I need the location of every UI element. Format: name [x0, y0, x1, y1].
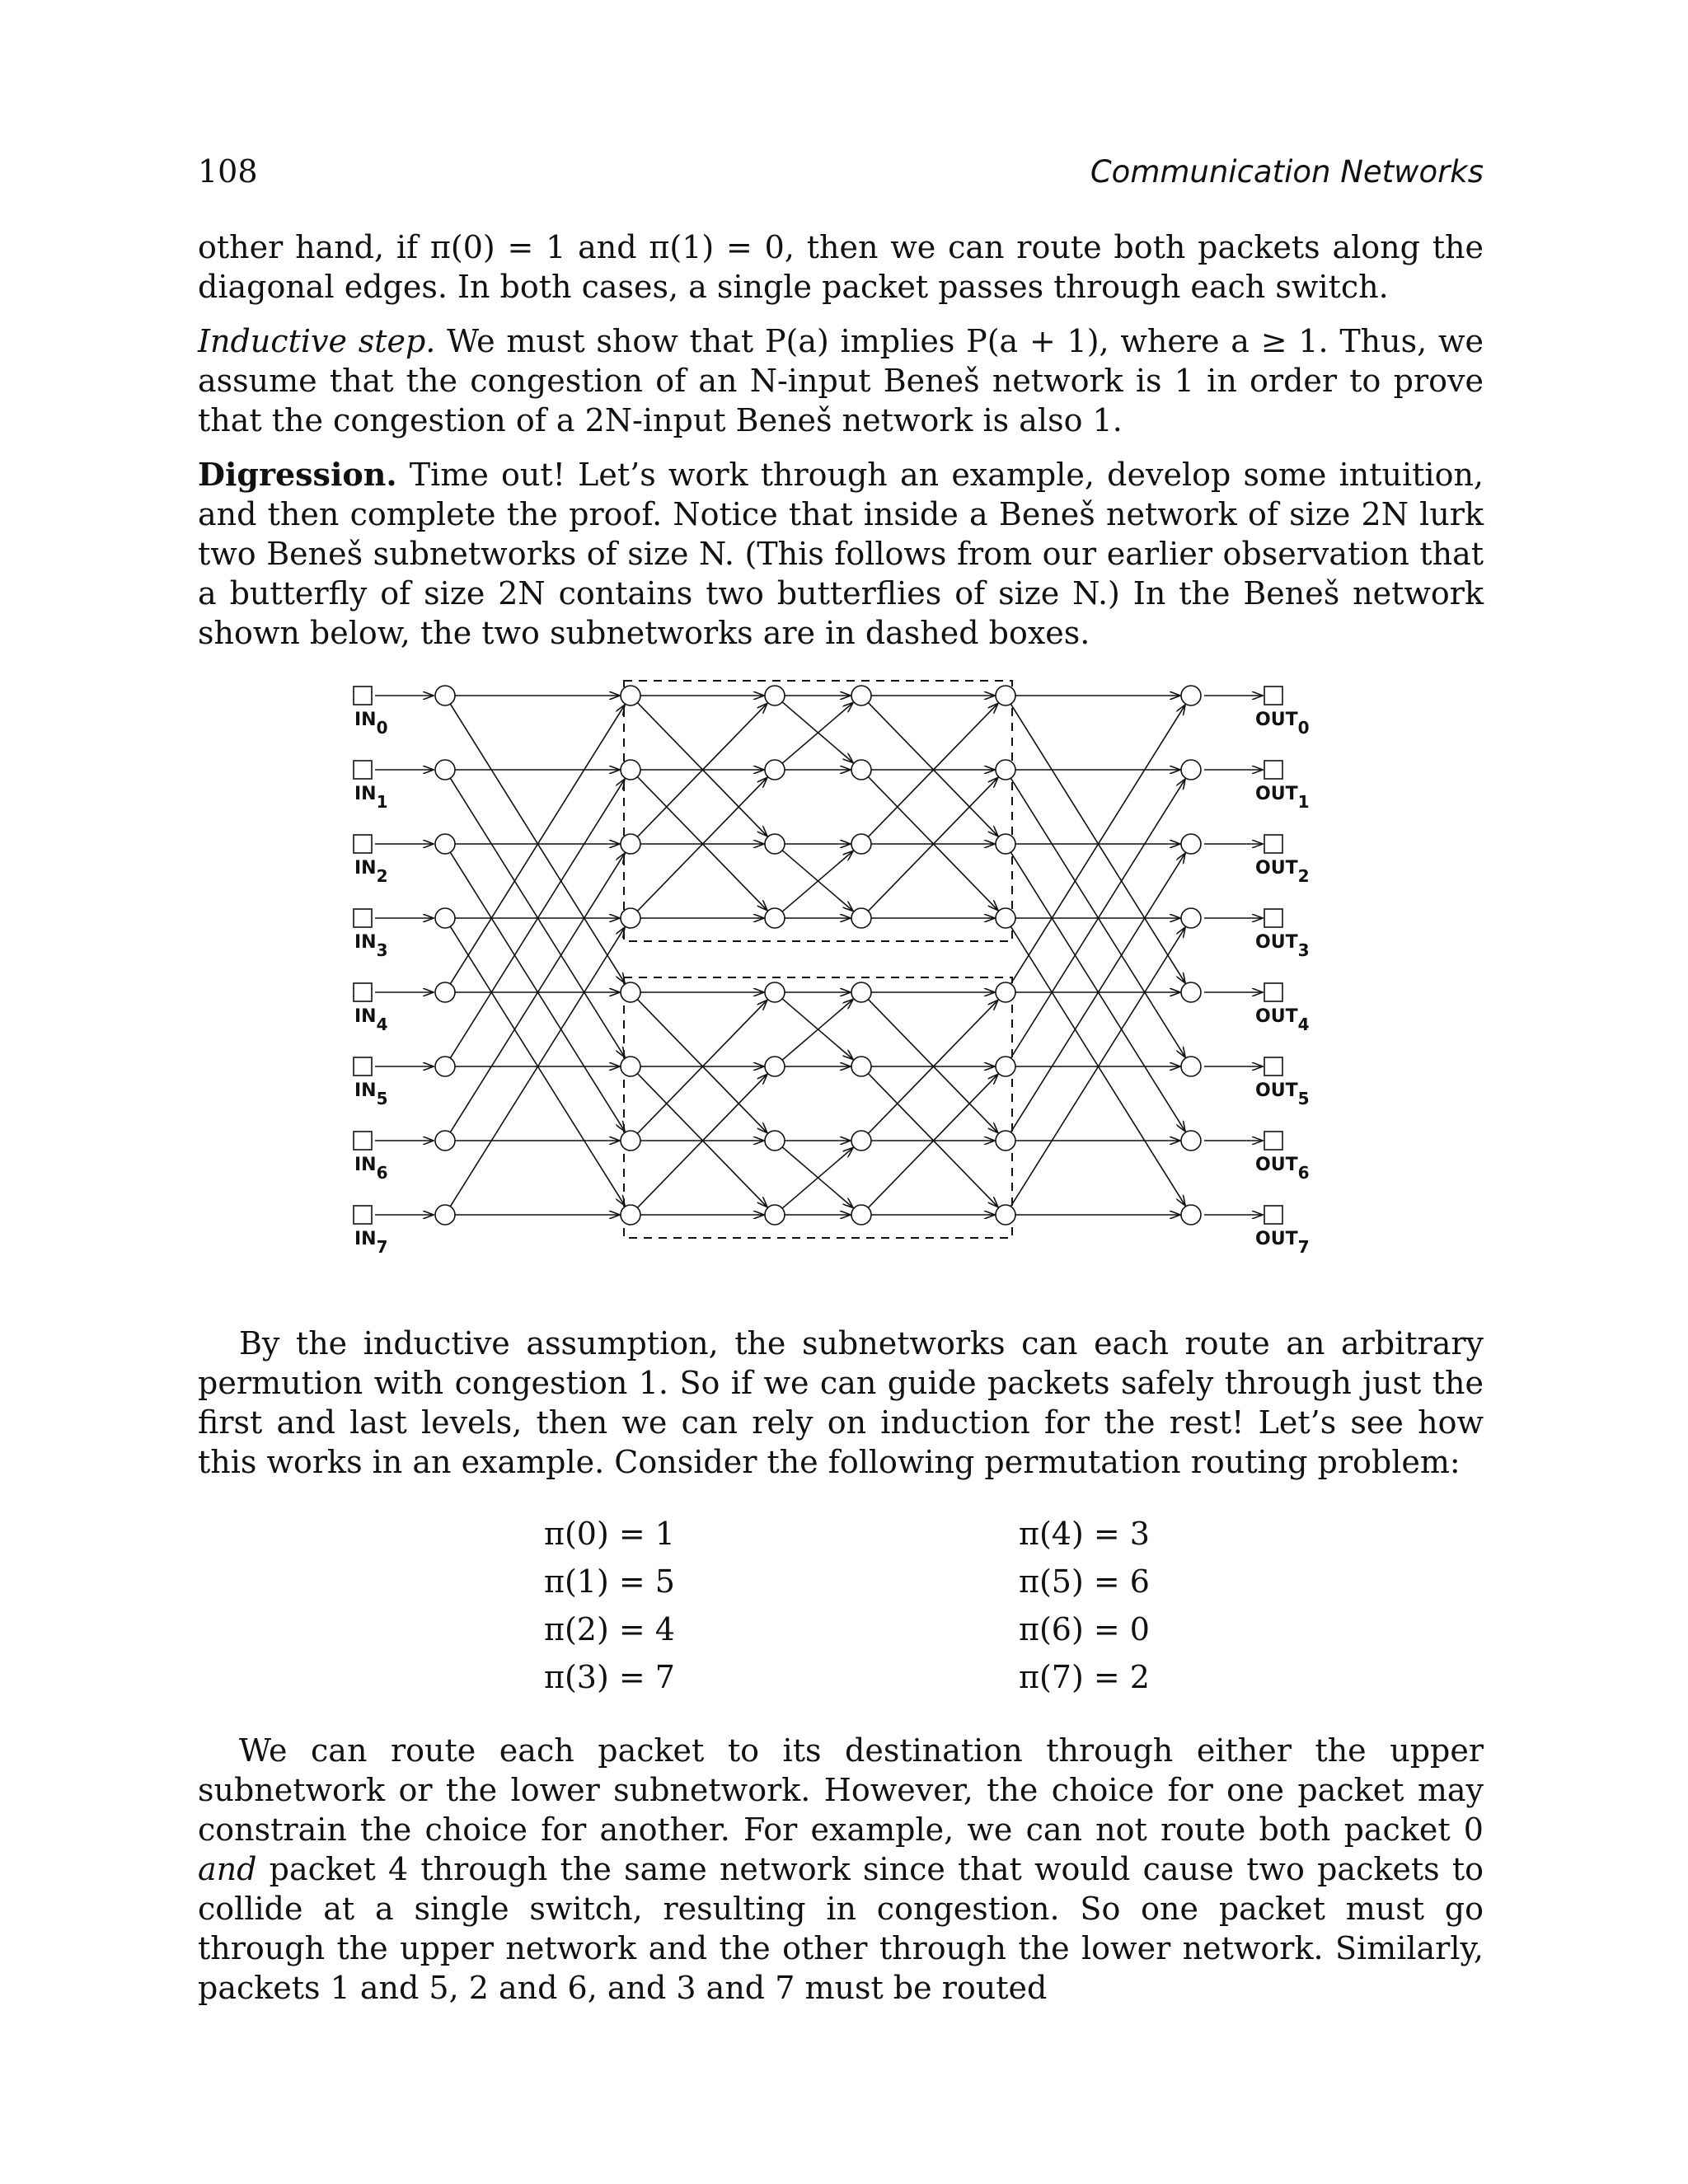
input-label: IN2 [354, 858, 388, 886]
switch-node [765, 1205, 785, 1225]
output-terminal [1264, 1132, 1282, 1150]
switch-node [435, 760, 455, 780]
switch-node [996, 982, 1015, 1002]
switch-node [996, 686, 1015, 705]
output-label: OUT5 [1255, 1080, 1310, 1108]
text-block-bottom [198, 1731, 1484, 2022]
switch-node [765, 760, 785, 780]
input-terminal [354, 1132, 372, 1150]
output-label-subscript: 7 [1297, 1237, 1310, 1257]
switch-node [1181, 760, 1201, 780]
switch-node [765, 1057, 785, 1076]
output-label: OUT1 [1255, 784, 1310, 812]
output-label-subscript: 4 [1297, 1015, 1310, 1034]
switch-node [765, 908, 785, 928]
digression-lead: Digression. [198, 456, 397, 493]
upper-subnetwork-box [624, 681, 1012, 941]
input-terminal [354, 761, 372, 779]
permutation-entry: π(0) = 1 [544, 1516, 675, 1552]
permutation-entry: π(7) = 2 [1019, 1659, 1150, 1695]
input-label: IN4 [354, 1006, 388, 1034]
benes-network-diagram [346, 674, 1360, 1284]
switch-node [1181, 982, 1201, 1002]
routing-text-b: packet 4 through the same network since that would cause two packets to collide at a single switch, resulting in congestion. So one packet must go through the upper network and the other through the lower network. Similarly, packets 1 and 5, 2 and 6, and 3 and 7 must be routed [198, 1851, 1484, 2006]
benes-network-figure [346, 674, 1360, 1284]
input-label-subscript: 3 [376, 940, 388, 960]
input-terminal [354, 1057, 372, 1076]
input-terminal [354, 835, 372, 853]
permutation-entry: π(4) = 3 [1019, 1516, 1150, 1552]
switch-node [765, 834, 785, 854]
switch-node [851, 760, 871, 780]
switch-node [435, 686, 455, 705]
switch-node [851, 686, 871, 705]
input-label-subscript: 2 [376, 866, 388, 886]
switch-node [765, 686, 785, 705]
switch-node [435, 1131, 455, 1151]
input-terminal [354, 983, 372, 1001]
inductive-step-lead: Inductive step. [198, 323, 436, 359]
switch-node [996, 834, 1015, 854]
switch-node [435, 1205, 455, 1225]
input-terminal [354, 909, 372, 927]
paragraph-inductive-assumption: By the inductive assumption, the subnetworks can each route an arbitrary permution with congestion 1. So if we can guide packets safely through just the first and last levels, then we can rely on induction for the rest! Let’s see how this works in an example. Consider the following permutation routing problem: [198, 1325, 1484, 1480]
output-terminal [1264, 1206, 1282, 1224]
output-label-subscript: 1 [1297, 792, 1310, 812]
switch-node [851, 908, 871, 928]
permutation-entry: π(6) = 0 [1019, 1611, 1150, 1647]
switch-node [1181, 908, 1201, 928]
paragraph-continuation: other hand, if π(0) = 1 and π(1) = 0, then we can route both packets along the diagonal edges. In both cases, a single packet passes through each switch. [198, 229, 1484, 305]
output-terminal [1264, 983, 1282, 1001]
output-label: OUT0 [1255, 710, 1310, 738]
switch-node [621, 760, 640, 780]
paragraph-inductive-step [198, 321, 1484, 440]
permutation-left-column [544, 1510, 725, 1701]
input-label-subscript: 4 [376, 1015, 388, 1034]
input-label: IN5 [354, 1080, 388, 1108]
input-label: IN3 [354, 932, 388, 960]
output-label: OUT4 [1255, 1006, 1310, 1034]
permutation-entry: π(5) = 6 [1019, 1563, 1150, 1600]
output-terminal [1264, 909, 1282, 927]
output-label: OUT3 [1255, 932, 1310, 960]
switch-node [996, 1205, 1015, 1225]
switch-node [851, 1057, 871, 1076]
output-label: OUT7 [1255, 1229, 1310, 1257]
input-label: IN1 [354, 784, 388, 812]
output-label-subscript: 6 [1297, 1163, 1310, 1183]
switch-node [621, 1205, 640, 1225]
input-terminal [354, 687, 372, 705]
paragraph-digression [198, 455, 1484, 653]
switch-node [996, 760, 1015, 780]
permutation-right-column [1019, 1510, 1200, 1701]
output-label: OUT2 [1255, 858, 1310, 886]
text-block-middle [198, 1324, 1484, 1497]
input-label: IN7 [354, 1229, 388, 1257]
lower-subnetwork-box [624, 977, 1012, 1238]
switch-node [851, 982, 871, 1002]
switch-node [621, 834, 640, 854]
chapter-title: Communication Networks [1090, 154, 1484, 190]
input-terminal [354, 1206, 372, 1224]
output-terminal [1264, 687, 1282, 705]
switch-node [996, 908, 1015, 928]
switch-node [435, 834, 455, 854]
switch-node [621, 1057, 640, 1076]
switch-node [1181, 834, 1201, 854]
switch-node [1181, 1205, 1201, 1225]
input-label-subscript: 0 [376, 718, 388, 738]
switch-node [435, 982, 455, 1002]
switch-node [996, 1131, 1015, 1151]
switch-node [1181, 1131, 1201, 1151]
running-header [198, 153, 1484, 199]
permutation-entry: π(1) = 5 [544, 1563, 675, 1600]
switch-node [765, 982, 785, 1002]
switch-node [851, 1131, 871, 1151]
switch-node [621, 1131, 640, 1151]
switch-node [996, 1057, 1015, 1076]
switch-node [851, 834, 871, 854]
routing-emphasis: and [198, 1851, 257, 1887]
switch-node [1181, 1057, 1201, 1076]
digression-text: Time out! Let’s work through an example, develop some intuition, and then complete the proof. Notice that inside a Beneš network of size 2N lurk two Beneš subnetworks of size N. (This follows from our earlier observation that a butterfly of size 2N contains two butterflies of size N.) In the Beneš network shown below, the two subnetworks are in dashed boxes. [198, 457, 1484, 651]
switch-node [851, 1205, 871, 1225]
network-edges [375, 696, 1263, 1215]
input-label-subscript: 7 [376, 1237, 388, 1257]
output-terminal [1264, 1057, 1282, 1076]
output-label-subscript: 3 [1297, 940, 1310, 960]
switch-node [621, 686, 640, 705]
paragraph-routing [198, 1731, 1484, 2008]
switch-node [435, 908, 455, 928]
input-label: IN6 [354, 1155, 388, 1183]
output-terminal [1264, 761, 1282, 779]
output-label: OUT6 [1255, 1155, 1310, 1183]
permutation-entry: π(3) = 7 [544, 1659, 675, 1695]
input-label-subscript: 6 [376, 1163, 388, 1183]
input-label: IN0 [354, 710, 388, 738]
routing-text-a: We can route each packet to its destination through either the upper subnetwork or the lower subnetwork. However, the choice for one packet may constrain the choice for another. For example, we can not route both packet 0 [198, 1732, 1484, 1848]
switch-node [621, 982, 640, 1002]
inductive-step-text: We must show that P(a) implies P(a + 1), where a ≥ 1. Thus, we assume that the congestion of an N-input Beneš network is 1 in order to prove that the congestion of a 2N-input Beneš network is also 1. [198, 323, 1484, 438]
subnetwork-boxes [624, 681, 1012, 1238]
output-label-subscript: 0 [1297, 718, 1310, 738]
network-nodes [354, 686, 1282, 1225]
permutation-entry: π(2) = 4 [544, 1611, 675, 1647]
output-terminal [1264, 835, 1282, 853]
switch-node [765, 1131, 785, 1151]
switch-node [621, 908, 640, 928]
input-label-subscript: 1 [376, 792, 388, 812]
switch-node [1181, 686, 1201, 705]
page-number: 108 [198, 153, 258, 190]
switch-node [435, 1057, 455, 1076]
output-label-subscript: 5 [1297, 1089, 1310, 1108]
text-block-top [198, 227, 1484, 668]
output-label-subscript: 2 [1297, 866, 1310, 886]
input-label-subscript: 5 [376, 1089, 388, 1108]
